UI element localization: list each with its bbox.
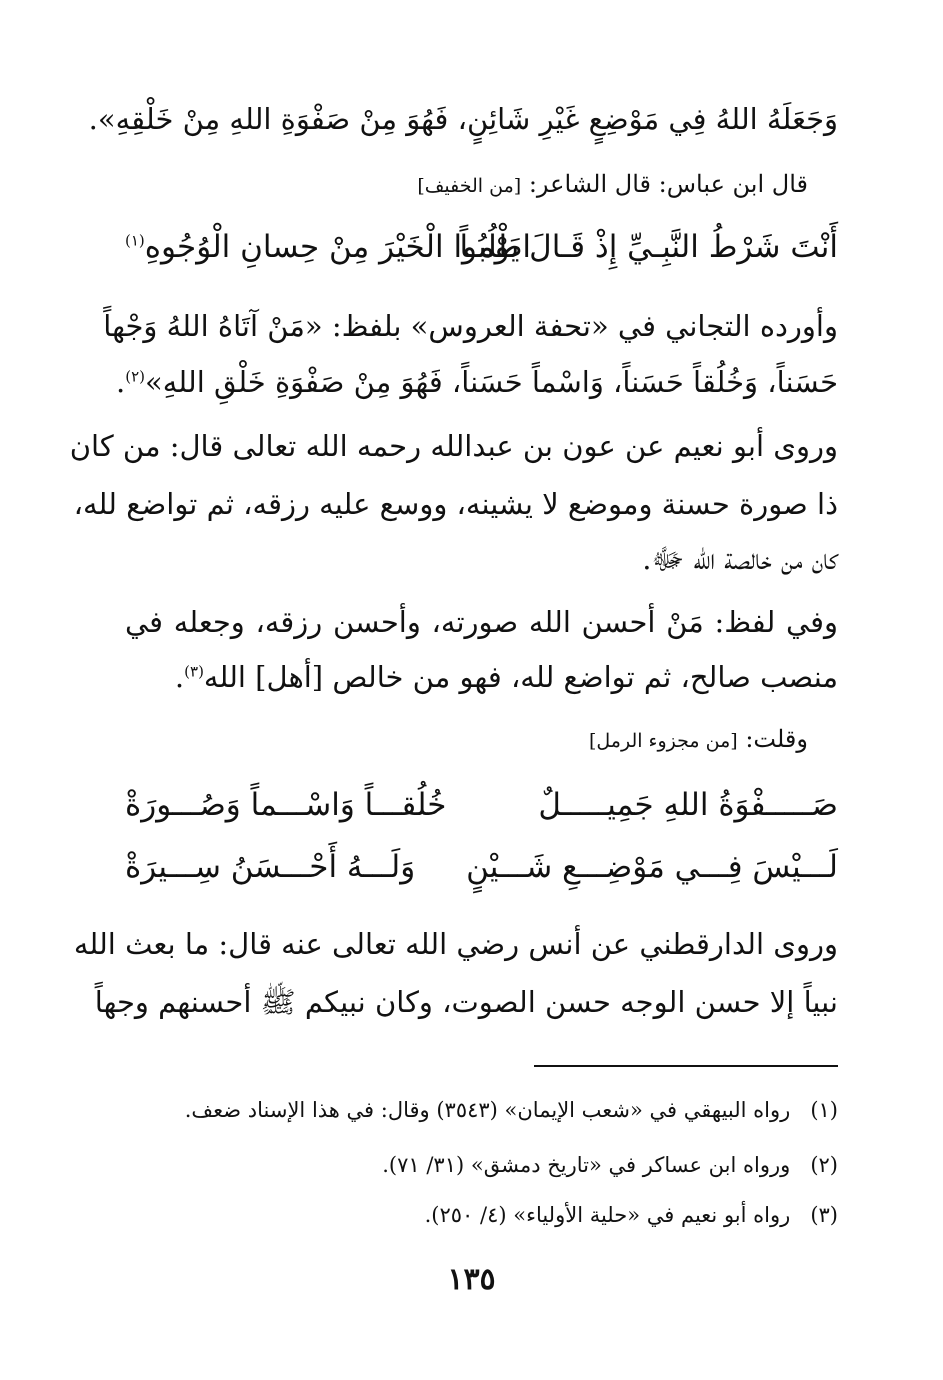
text-line-11: وقلت: [من مجزوء الرمل] bbox=[588, 725, 808, 753]
text-line-4: وأورده التجاني في «تحفة العروس» بلفظ: «مَنْ آتَاهُ اللهُ وَجْهاً bbox=[103, 309, 838, 343]
footnote-2: (٢) ورواه ابن عساكر في «تاريخ دمشق» (٣١/ ٧١). bbox=[382, 1153, 838, 1177]
verse-2-second-hemistich: خُلُقـــاً وَاسْـــماً وَصُـــورَةْ bbox=[125, 787, 447, 823]
text-line-7: ذا صورة حسنة وموضع لا يشينه، ووسع عليه رزقه، ثم تواضع لله، bbox=[73, 487, 838, 521]
text-line-2: قال ابن عباس: قال الشاعر: [من الخفيف] bbox=[417, 170, 808, 198]
footnote-ref-2: (٢) bbox=[125, 367, 146, 386]
text-line-5: حَسَناً، وَخُلُقاً حَسَناً، وَاسْماً حَسَناً، فَهُوَ مِنْ صَفْوَةِ خَلْقِ اللهِ»$^{(٢)}$. bbox=[116, 365, 838, 399]
text-line-14: وروى الدارقطني عن أنس رضي الله تعالى عنه قال: ما بعث الله bbox=[73, 927, 838, 961]
footnote-3: (٣) رواه أبو نعيم في «حلية الأولياء» (٤/ ٢٥٠). bbox=[424, 1203, 838, 1227]
footnote-ref-3: (٣) bbox=[184, 662, 204, 681]
verse-1-first-hemistich: أَنْتَ شَرْطُ النَّبِـيِّ إِذْ قَـالَ يَوْمـاً bbox=[459, 229, 838, 265]
text-line-8: كان من خالصة الله ﷻ. bbox=[642, 542, 838, 576]
footnote-1: (١) رواه البيهقي في «شعب الإيمان» (٣٥٤٣) وقال: في هذا الإسناد ضعف. bbox=[184, 1098, 838, 1122]
text-line-6: وروى أبو نعيم عن عون بن عبدالله رحمه الله تعالى قال: من كان bbox=[69, 429, 838, 463]
page-number: ١٣٥ bbox=[447, 1262, 496, 1297]
text-line-9: وفي لفظ: مَنْ أحسن الله صورته، وأحسن رزقه، وجعله في bbox=[125, 605, 838, 639]
verse-1-second-hemistich: اطْلُبُوا الْخَيْرَ مِنْ حِسانِ الْوُجُوهِ$^{(١)}$ bbox=[125, 229, 531, 265]
verse-3-first-hemistich: لَـــيْسَ فِـــي مَوْضِـــعِ شَـــيْنٍ bbox=[466, 849, 838, 885]
text-line-10: منصب صالح، ثم تواضع لله، فهو من خالص [أهل] الله$^{(٣)}$. bbox=[174, 660, 838, 694]
footnote-separator bbox=[534, 1065, 838, 1067]
footnote-ref-1: (١) bbox=[125, 231, 145, 250]
text-line-1: وَجَعَلَهُ اللهُ فِي مَوْضِعٍ غَيْرِ شَائِنٍ، فَهُوَ مِنْ صَفْوَةِ اللهِ مِنْ خَلْقِهِ». bbox=[88, 102, 838, 136]
verse-3-second-hemistich: وَلَـــهُ أَحْـــسَنُ سِـــيرَةْ bbox=[125, 849, 416, 885]
text-line-15: نبياً إلا حسن الوجه حسن الصوت، وكان نبيكم ﷺ أحسنهم وجهاً bbox=[94, 985, 838, 1019]
meter-tag-2: [من مجزوء الرمل] bbox=[588, 730, 738, 752]
verse-2-first-hemistich: صَـــــفْوَةُ اللهِ جَمِيـــــلٌ bbox=[538, 787, 838, 823]
meter-tag: [من الخفيف] bbox=[417, 175, 522, 197]
